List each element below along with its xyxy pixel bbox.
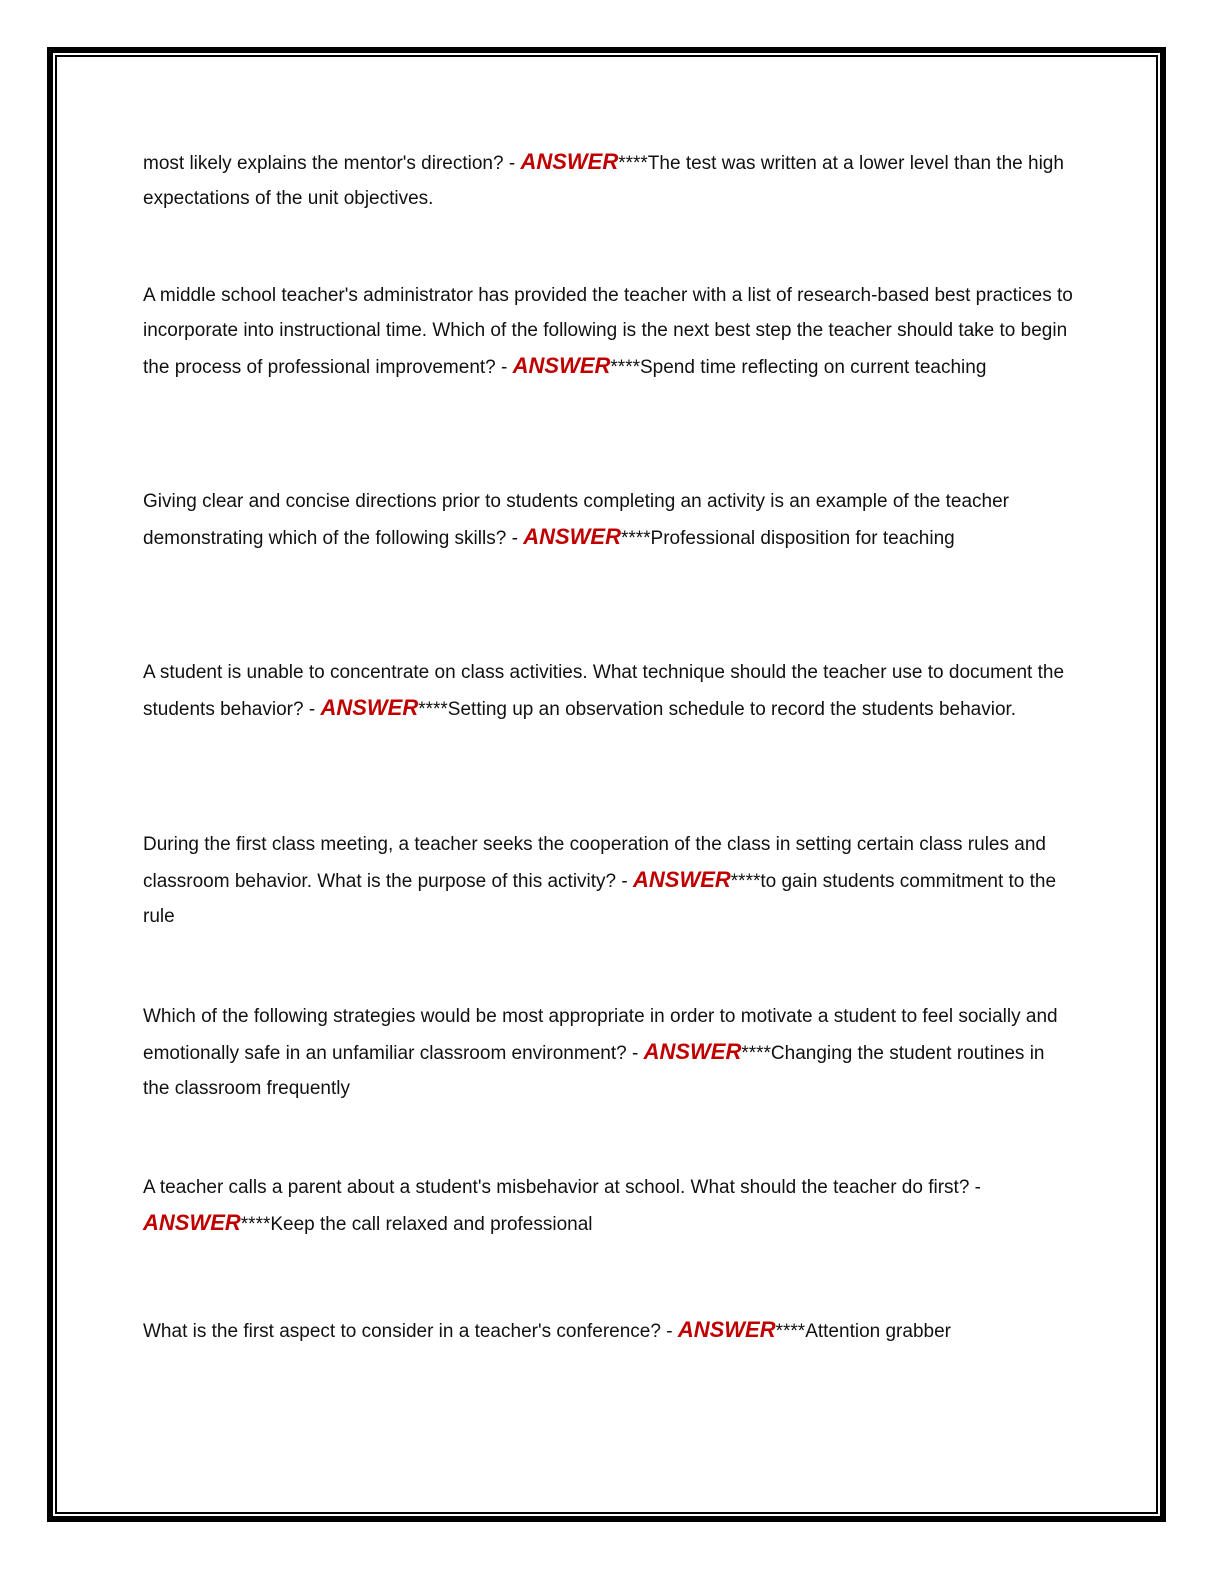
qa-item: [143, 1312, 1073, 1349]
question-text: most likely explains the mentor's direction? -: [143, 153, 521, 174]
qa-item: [143, 655, 1073, 727]
answer-label: ANSWER: [677, 1317, 776, 1342]
qa-item: [143, 484, 1073, 556]
answer-text: ****Attention grabber: [775, 1321, 951, 1342]
question-text: A student is unable to concentrate on class activities. What technique should the teacher use to document the students behavior? -: [143, 662, 1065, 720]
answer-label: ANSWER: [143, 1210, 241, 1235]
answer-text: ****to gain students commitment to the rule: [143, 871, 1057, 927]
question-text: A teacher calls a parent about a student's misbehavior at school. What should the teacher do first? -: [143, 1177, 981, 1198]
answer-label: ANSWER: [320, 695, 419, 720]
question-text: Giving clear and concise directions prior to students completing an activity is an example of the teacher demonstrating which of the following skills? -: [143, 491, 1010, 549]
qa-item: [143, 278, 1073, 385]
answer-label: ANSWER: [523, 524, 621, 549]
qa-item: [143, 827, 1073, 934]
qa-item: [143, 999, 1073, 1106]
question-text: What is the first aspect to consider in a teacher's conference? -: [143, 1321, 678, 1342]
answer-text: ****Professional disposition for teaching: [620, 528, 955, 549]
qa-item: [143, 1170, 1073, 1242]
answer-label: ANSWER: [512, 353, 611, 378]
answer-text: ****Changing the student routines in the classroom frequently: [143, 1043, 1045, 1099]
qa-item: [143, 144, 1073, 216]
answer-label: ANSWER: [633, 867, 731, 892]
answer-text: ****Keep the call relaxed and professional: [240, 1214, 593, 1235]
answer-label: ANSWER: [520, 149, 619, 174]
answer-text: ****Spend time reflecting on current teaching: [610, 357, 987, 378]
answer-label: ANSWER: [643, 1039, 742, 1064]
page-border-inner: [55, 55, 1158, 1514]
answer-text: ****The test was written at a lower level than the high expectations of the unit objectives.: [143, 153, 1064, 209]
question-text: Which of the following strategies would be most appropriate in order to motivate a student to feel socially and emotionally safe in an unfamiliar classroom environment? -: [143, 1006, 1058, 1064]
answer-text: ****Setting up an observation schedule to record the students behavior.: [418, 699, 1017, 720]
question-text: A middle school teacher's administrator has provided the teacher with a list of research-based best practices to incorporate into instructional time. Which of the following is the next best step the teacher should take to begin the process of professional improvement? -: [143, 285, 1073, 378]
question-text: During the first class meeting, a teacher seeks the cooperation of the class in setting certain class rules and classroom behavior. What is the purpose of this activity? -: [143, 834, 1046, 892]
